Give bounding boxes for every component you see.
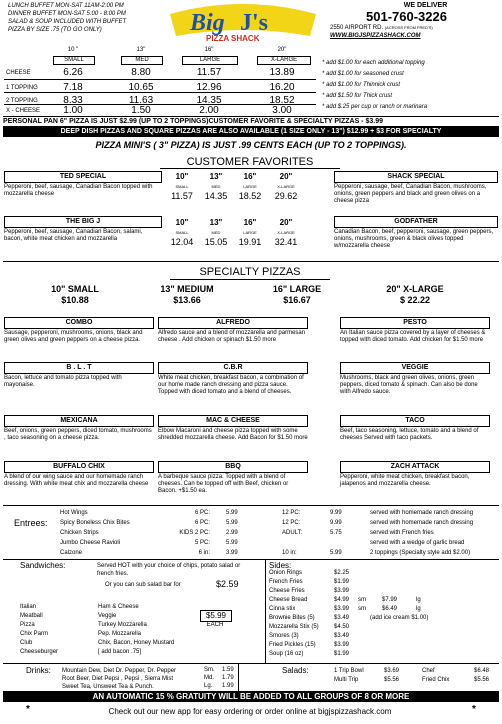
address — [330, 25, 433, 31]
ted-price-large: 18.52 — [238, 191, 262, 201]
entree-name: Spicy Boneless Chix Bites — [60, 520, 130, 526]
combo-desc: Sausage, pepperoni, mushrooms, onions, black and green olives and green peppers on a cheese pizza. — [4, 330, 143, 343]
size-20: 20" — [277, 47, 287, 53]
bbq-name: BBQ — [158, 461, 308, 473]
salad-price: $5.56 — [474, 677, 490, 683]
blt-name: B . L . T — [4, 362, 154, 374]
size-name-large: LARGE — [182, 56, 238, 65]
footer-star-left: * — [26, 704, 30, 715]
side-note: (add ice cream $1.00) — [370, 615, 429, 621]
entree-price2: 5.99 — [330, 550, 342, 556]
entree-name: Hot Wings — [60, 510, 88, 516]
price-2top-med: 11.63 — [128, 95, 154, 106]
fav-size-16: 16" — [243, 172, 257, 181]
fav2-size-13: 13" — [209, 218, 223, 227]
side-lg-price: $7.99 — [382, 597, 398, 603]
side-name: Cheese Bread — [269, 597, 308, 603]
side-name: Mozzarella Stix (5) — [269, 624, 319, 630]
bigj-price-large: 19.91 — [238, 237, 262, 247]
bigj-price-small: 12.04 — [170, 237, 194, 247]
footer-star-right: * — [472, 704, 476, 715]
sandwich-pizza: Pizza — [20, 622, 35, 628]
sandwiches-label: Sandwiches: — [20, 561, 66, 570]
fav-size-20: 20" — [279, 172, 293, 181]
spec-size-large: 16" LARGE — [272, 284, 322, 294]
mac-cheese-desc: Elbow Macaroni and cheese pizza topped with some shredded mozzarella cheese. Add Bacon for $1.50 more — [158, 428, 308, 441]
drinks-label: Drinks: — [26, 666, 51, 675]
side-price: $3.99 — [334, 642, 350, 648]
note-additional-topping: add $1.00 for each additional topping — [326, 60, 425, 66]
price-1top-large: 12.96 — [196, 82, 222, 93]
side-price: $3.99 — [334, 588, 350, 594]
pesto-desc: An Italian sauce pizza covered by a layer of cheeses & topped with diced tomato. Add chicken for $1.50 more — [340, 330, 486, 343]
dinner-buffet: DINNER BUFFET MON-SAT 5:00 - 8:00 PM — [8, 11, 126, 17]
entree-price1: 5.99 — [226, 510, 238, 516]
sandwich-add-bacon: [ add bacon .75] — [98, 649, 142, 655]
price-cheese-small: 6.26 — [63, 67, 83, 78]
section-divider — [3, 559, 499, 560]
address-note: (ACROSS FROM FRED'S) — [384, 25, 433, 30]
drink-size-name: Sm. — [204, 667, 215, 673]
mac-cheese-name: MAC & CHEESE — [158, 415, 308, 427]
side-name: Fried Pickles (15) — [269, 642, 316, 648]
drink-size-price: 1.79 — [222, 675, 234, 681]
row-label-2-topping: 2 TOPPING — [6, 98, 38, 104]
size-13: 13" — [136, 47, 146, 53]
side-price: $4.99 — [334, 597, 350, 603]
veggie-name: VEGGIE — [340, 362, 490, 374]
size-name-xlarge: X-LARGE — [257, 56, 311, 65]
side-name: Cheese Fries — [269, 588, 305, 594]
entree-note: 2 toppings (Specialty style add $2.00) — [370, 550, 471, 556]
note-seasoned-crust: add $1.00 for seasoned crust — [326, 71, 404, 77]
row-label-cheese: CHEESE — [6, 70, 31, 76]
cbr-desc: White meat chicken, breakfast bacon, a combination of our home made ranch dressing and pizza sauce. Topped with diced tomato and a blend of cheeses. — [158, 375, 304, 395]
footer-text[interactable]: Check out our new app for easy ordering or order online at bigjspizzashack.com — [108, 707, 392, 716]
taco-desc: Beef, taco seasoning, lettuce, tomato and a blend of cheeses Served with taco packets. — [340, 428, 479, 441]
fav2-name-xlarge: X-LARGE — [277, 230, 295, 235]
specialty-mexicana — [4, 415, 154, 442]
entree-qty1: 5 PC: — [194, 540, 210, 546]
topping-notes: * add $1.00 for each additional topping * add $1.00 for seasoned crust * add $1.00 for Thinnick crust * add $1.50 for Thick crust * add $.25 per cup or ranch or marinara — [322, 60, 428, 110]
specialty-combo — [4, 317, 154, 344]
side-name: French Fries — [269, 579, 303, 585]
mexicana-desc: Beef, onions, green peppers, diced tomato, mushrooms , taco seasoning on a cheese pizza. — [4, 428, 152, 441]
note-thick-crust: add $1.50 for Thick crust — [326, 93, 393, 99]
drink-size-price: 1.59 — [222, 667, 234, 673]
side-lg: lg — [416, 606, 421, 612]
sandwich-chix-parm: Chix Parm — [20, 631, 49, 637]
drinks-line: Root Beer, Diet Pepsi , Pepsi , Sierra Mist — [62, 676, 174, 682]
salad-name: Multi Trip — [334, 677, 359, 683]
side-price: $3.49 — [334, 615, 350, 621]
pizza-by-size: PIZZA BY SIZE .75 (TO GO ONLY) — [8, 27, 102, 33]
side-lg-price: $6.49 — [382, 606, 398, 612]
entree-note: served with a wedge of garlic bread — [370, 540, 465, 546]
entree-note: served with homemade ranch dressing — [370, 510, 474, 516]
spec-price-xlarge: $ 22.22 — [399, 295, 431, 305]
customer-favorites-title: CUSTOMER FAVORITES — [186, 156, 314, 168]
side-name: Onion Rings — [269, 570, 303, 576]
zach-attack-name: ZACH ATTACK — [340, 461, 490, 473]
price-1top-xlarge: 16.20 — [269, 82, 295, 93]
ted-special-desc: Pepperoni, beef, sausage, Canadian Bacon topped with mozzarella cheese — [4, 184, 153, 197]
price-xch-xlarge: 3.00 — [272, 105, 292, 116]
drink-size-price: 1.99 — [222, 683, 234, 689]
salad-soup: SALAD & SOUP INCLUDED WITH BUFFET — [8, 19, 127, 25]
specialty-alfredo — [158, 317, 308, 344]
side-name: Smores (3) — [269, 633, 299, 639]
price-cheese-med: 8.80 — [131, 67, 151, 78]
column-divider — [238, 663, 239, 691]
sandwich-ham-cheese: Ham & Cheese — [98, 604, 139, 610]
entree-qty2: 12 PC: — [282, 510, 301, 516]
sandwich-meatball: Meatball — [20, 613, 43, 619]
note-ranch-marinara: add $.25 per cup or ranch or marinara — [326, 104, 428, 110]
drink-size-name: Md. — [204, 675, 215, 681]
logo-j: J's — [240, 10, 269, 36]
price-cheese-large: 11.57 — [196, 67, 222, 78]
drink-size-name: Lg. — [204, 683, 213, 689]
table-divider — [4, 92, 316, 93]
sandwich-veggie: Veggie — [98, 613, 117, 619]
price-xch-small: 1.00 — [63, 105, 83, 116]
big-j-card — [4, 216, 162, 243]
fav-name-med: MED — [211, 184, 221, 189]
shack-special-card — [334, 171, 498, 205]
logo-graphic — [168, 0, 318, 44]
price-1top-med: 10.65 — [128, 82, 154, 93]
size-name-small: SMALL — [53, 56, 95, 65]
table-divider — [4, 104, 316, 105]
spec-size-med: 13" MEDIUM — [160, 284, 214, 294]
fav2-size-20: 20" — [279, 218, 293, 227]
price-1top-small: 7.18 — [63, 82, 83, 93]
entree-price1: 5.99 — [226, 540, 238, 546]
alfredo-name: ALFREDO — [158, 317, 308, 329]
ted-special-name: TED SPECIAL — [4, 171, 162, 183]
sides-label: Sides: — [269, 561, 292, 570]
specialty-mac-cheese — [158, 415, 308, 442]
shack-special-name: SHACK SPECIAL — [334, 171, 498, 183]
entree-note: served with homemade ranch dressing — [370, 520, 474, 526]
godfather-desc: Canadian Bacon, beef, pepperoni, sausage, green peppers, onions, mushrooms, green & black olives topped w/mozzarella cheese — [334, 229, 494, 249]
logo-sub: PIZZA SHACK — [206, 34, 260, 43]
deep-dish-bar: DEEP DISH PIZZAS AND SQUARE PIZZAS ARE ALSO AVAILABLE (1 SIZE ONLY - 13") $12.99 + $3 FOR SPECIALTY — [3, 126, 499, 137]
sandwiches-desc: Served HOT with your choice of chips, potato salad or french fries. — [97, 563, 241, 577]
side-sm: sm — [358, 597, 366, 603]
side-sm: sm — [358, 606, 366, 612]
salad-name: Fried Chix — [422, 677, 450, 683]
spec-size-small: 10" SMALL — [51, 284, 99, 294]
side-price: $3.49 — [334, 633, 350, 639]
entree-price2: 9.99 — [330, 510, 342, 516]
logo — [168, 0, 318, 44]
title-underline — [170, 279, 330, 280]
entrees-label: Entrees: — [14, 518, 48, 528]
lunch-buffet: LUNCH BUFFET MON-SAT 11AM-2:00 PM — [8, 3, 124, 9]
entree-qty2: 10 in: — [282, 550, 297, 556]
note-thinnick-crust: add $1.00 for Thinnick crust — [326, 82, 401, 88]
sandwich-price: $5.99 — [200, 610, 232, 622]
big-j-name: THE BIG J — [4, 216, 162, 228]
sandwich-cheeseburger: Cheeseburger — [20, 649, 59, 655]
price-2top-large: 14.35 — [196, 95, 222, 106]
fav2-size-16: 16" — [243, 218, 257, 227]
veggie-desc: Mushrooms, black and green olives, onions, green peppers, diced tomato & spinach. Can also be done with Alfredo sauce. — [340, 375, 478, 395]
side-price: $2.25 — [334, 570, 350, 576]
combo-name: COMBO — [4, 317, 154, 329]
sandwich-club: Club — [20, 640, 33, 646]
price-cheese-xlarge: 13.89 — [269, 67, 295, 78]
blt-desc: Bacon, lettuce and tomato pizza topped with mayonaise. — [4, 375, 122, 388]
spec-price-med: $13.66 — [173, 295, 201, 305]
buffet-info — [8, 2, 126, 34]
entree-price1: 2.99 — [226, 530, 238, 536]
website-link[interactable]: WWW.BIGJSPIZZASHACK.COM — [330, 33, 421, 39]
big-j-desc: Pepperoni, beef, sausage, Canadian Bacon, salami, bacon, white meat chicken and mozzarella — [4, 229, 143, 242]
salad-price: $5.56 — [384, 677, 400, 683]
entree-price2: 9.99 — [330, 520, 342, 526]
entree-price1: 3.99 — [226, 550, 238, 556]
side-name: Brownie Bites (5) — [269, 615, 315, 621]
fav2-name-large: LARGE — [243, 230, 257, 235]
ted-price-small: 11.57 — [171, 191, 193, 201]
entree-price2: 5.75 — [330, 530, 342, 536]
pizza-minis-line: PIZZA MINI'S ( 3" PIZZA) IS JUST .99 CENTS EACH (UP TO 2 TOPPINGS). — [95, 140, 407, 150]
side-name: Soup (16 oz) — [269, 651, 304, 657]
bbq-desc: A barbeque sauce pizza. Topped with a blend of cheeses. Can be topped off with Beef, chicken or Bacon. +$1.50 ea. — [158, 474, 289, 494]
spec-price-large: $16.67 — [283, 295, 311, 305]
side-price: $1.99 — [334, 651, 350, 657]
entree-qty2: 12 PC: — [282, 520, 301, 526]
sandwich-italian: Italian — [20, 604, 37, 610]
phone-number[interactable]: 501-760-3226 — [366, 9, 447, 24]
sandwich-chix-bacon: Chix, Bacon, Honey Mustard — [98, 640, 175, 646]
personal-pan-line: PERSONAL PAN 6" PIZZA IS JUST $2.99 (UP TO 2 TOPPINGS)CUSTOMER FAVORITE & SPECIALTY PIZZAS - $3.99 — [3, 116, 499, 125]
specialty-taco — [340, 415, 490, 442]
drinks-line: Sweet Tea, Unsweet Tea & Punch. — [62, 684, 154, 690]
buffalo-chix-desc: A blend of our wing sauce and our homemade ranch dressing. With white meat chix and mozzarella cheese — [4, 474, 149, 487]
entree-note: served with French fries — [370, 530, 434, 536]
price-xch-med: 1.50 — [131, 105, 151, 116]
size-name-med: MED — [121, 56, 163, 65]
sandwiches-sub-text: Or you can sub salad bar for — [105, 582, 181, 588]
entree-qty1: 6 PC: — [194, 510, 210, 516]
size-16: 16" — [204, 47, 214, 53]
entree-price1: 5.99 — [226, 520, 238, 526]
side-price: $3.99 — [334, 606, 350, 612]
specialty-veggie — [340, 362, 490, 396]
fav-name-large: LARGE — [243, 184, 257, 189]
drinks-line: Mountain Dew, Diet Dr. Pepper, Dr. Pepper — [62, 668, 177, 674]
gratuity-bar: AN AUTOMATIC 15 % GRATUITY WILL BE ADDED TO ALL GROUPS OF 8 OR MORE — [3, 691, 499, 702]
fav-name-xlarge: X-LARGE — [277, 184, 295, 189]
fav-size-10: 10" — [175, 172, 189, 181]
specialty-zach-attack — [340, 461, 490, 488]
ted-special-card — [4, 171, 162, 198]
salad-price: $6.48 — [474, 668, 490, 674]
buffalo-chix-name: BUFFALO CHIX — [4, 461, 154, 473]
sandwich-pep-mozz: Pep. Mozzarella — [98, 631, 142, 637]
specialty-blt — [4, 362, 154, 389]
price-2top-small: 8.33 — [63, 95, 83, 106]
table-divider — [4, 79, 316, 80]
alfredo-desc: Alfredo sauce and a blend of mozzarella and parmesan cheese . Add chicken or spinach $1.50 more — [158, 330, 306, 343]
bigj-price-med: 15.05 — [204, 237, 228, 247]
fav-size-13: 13" — [209, 172, 223, 181]
fav-name-small: SMALL — [175, 184, 189, 189]
pesto-name: PESTO — [340, 317, 490, 329]
specialty-pesto — [340, 317, 490, 344]
salad-name: 1 Trip Bowl — [334, 668, 364, 674]
fav2-name-small: SMALL — [175, 230, 189, 235]
sandwiches-sub-price: $2.59 — [216, 579, 239, 589]
entree-qty2: ADULT: — [282, 530, 303, 536]
entree-name: Chicken Strips — [60, 530, 99, 536]
salad-price: $3.69 — [384, 668, 400, 674]
salad-name: Chef — [422, 668, 435, 674]
ted-price-xlarge: 29.62 — [274, 191, 298, 201]
sandwiches-col1 — [20, 603, 58, 657]
bigj-price-xlarge: 32.41 — [274, 237, 298, 247]
spec-price-small: $10.88 — [61, 295, 89, 305]
title-underline — [160, 168, 340, 169]
shack-special-desc: Pepperoni, sausage, beef, Canadian Bacon, mushrooms, onions, green peppers and black and green olives on a cheese pizza — [334, 184, 487, 204]
entree-name: Jumbo Cheese Ravioli — [60, 540, 121, 546]
drinks-list — [62, 667, 176, 691]
row-label-x-cheese: X - CHEESE — [6, 108, 41, 114]
taco-name: TACO — [340, 415, 490, 427]
entree-qty1: KIDS 2 PC: — [179, 530, 210, 536]
section-divider — [3, 261, 499, 262]
price-xch-large: 2.00 — [199, 105, 219, 116]
sandwich-each: EACH — [206, 622, 224, 628]
salads-label: Salads: — [282, 666, 309, 675]
entree-qty1: 6 PC: — [194, 520, 210, 526]
side-lg: lg — [416, 597, 421, 603]
zach-attack-desc: Pepperoni, white meat chicken, breakfast bacon, jalapenos and mozzarella cheese. — [340, 474, 470, 487]
specialty-cbr — [158, 362, 308, 396]
column-divider — [265, 559, 266, 663]
side-name: Cinna stix — [269, 606, 296, 612]
spec-size-xlarge: 20" X-LARGE — [386, 284, 444, 294]
godfather-card — [334, 216, 498, 250]
row-label-1-topping: 1 TOPPING — [6, 85, 38, 91]
we-deliver: WE DELIVER — [403, 2, 448, 9]
mexicana-name: MEXICANA — [4, 415, 154, 427]
entree-qty1: 6 in: — [198, 550, 210, 556]
size-10: 10 " — [67, 47, 79, 53]
sandwich-turkey-mozz: Turkey Mozzarella — [98, 622, 147, 628]
section-divider — [3, 505, 499, 506]
fav2-size-10: 10" — [175, 218, 189, 227]
entree-name: Calzone — [60, 550, 83, 556]
specialty-buffalo-chix — [4, 461, 154, 488]
fav2-name-med: MED — [211, 230, 221, 235]
section-divider — [3, 663, 499, 664]
sandwiches-col2 — [98, 603, 174, 657]
ted-price-med: 14.35 — [204, 191, 228, 201]
cbr-name: C.B.R — [158, 362, 308, 374]
address-street: 2550 AIRPORT RD. — [330, 25, 384, 31]
godfather-name: GODFATHER — [334, 216, 498, 228]
specialty-title: SPECIALTY PIZZAS — [199, 266, 301, 278]
specialty-bbq — [158, 461, 308, 495]
logo-big: Big — [190, 10, 225, 36]
side-price: $1.99 — [334, 579, 350, 585]
side-price: $4.50 — [334, 624, 350, 630]
price-2top-xlarge: 18.52 — [269, 95, 295, 106]
